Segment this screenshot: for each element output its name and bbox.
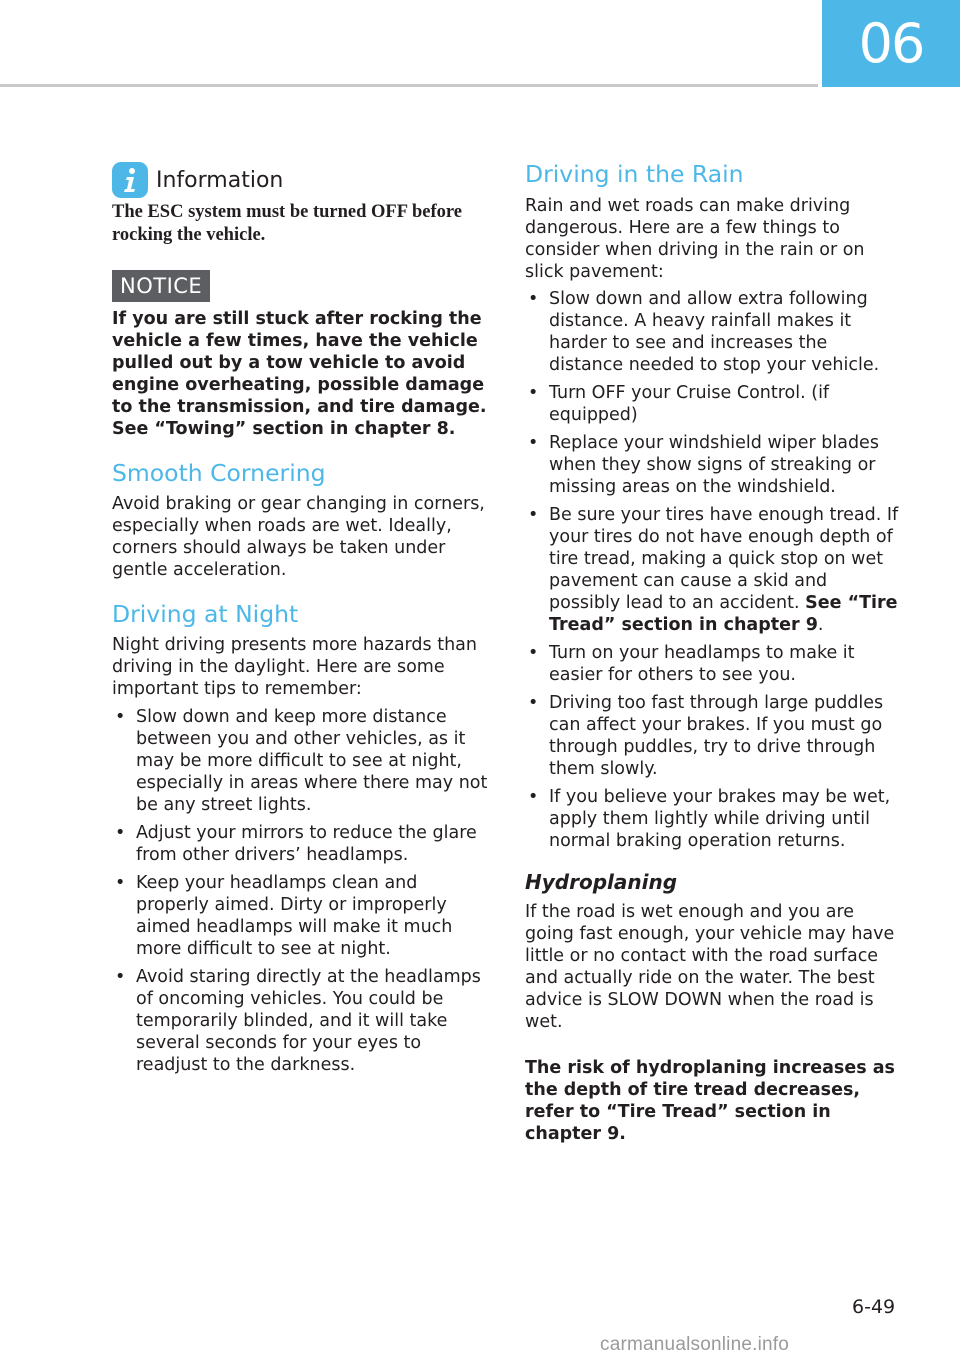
list-item: • Slow down and keep more distance between you and other vehicles, as it may be more difficult to see at night, especially in areas where there may not be any street lights.	[115, 707, 488, 815]
notice-badge: NOTICE	[112, 270, 210, 302]
list-item-text: Turn OFF your Cruise Control. (if equipped)	[549, 383, 830, 425]
hydroplaning-heading: Hydroplaning	[525, 870, 678, 894]
list-item: • Adjust your mirrors to reduce the glare from other drivers’ headlamps.	[115, 823, 477, 865]
list-item: • Avoid staring directly at the headlamps of oncoming vehicles. You could be temporarily blinded, and it will take several seconds for your eyes to readjust to the darkness.	[115, 967, 481, 1075]
driving-at-night-intro: Night driving presents more hazards than driving in the daylight. Here are some important tips to remember:	[112, 635, 477, 699]
driving-in-rain-heading: Driving in the Rain	[525, 160, 744, 188]
smooth-cornering-heading: Smooth Cornering	[112, 459, 326, 487]
list-item-text: Replace your windshield wiper blades when they show signs of streaking or missing areas on the windshield.	[549, 433, 879, 497]
information-header	[112, 162, 283, 198]
list-item: • Be sure your tires have enough tread. If your tires do not have enough depth of tire tread, making a quick stop on wet pavement can cause a skid and possibly lead to an accident. See “Tire Tread” section in chapter 9.	[528, 505, 899, 635]
driving-in-rain-intro: Rain and wet roads can make driving dangerous. Here are a few things to consider when driving in the rain or on slick pavement:	[525, 196, 865, 282]
list-item-text: Driving too fast through large puddles can affect your brakes. If you must go through puddles, try to drive through them slowly.	[549, 693, 884, 779]
list-item: • Replace your windshield wiper blades when they show signs of streaking or missing areas on the windshield.	[528, 433, 879, 497]
info-icon	[112, 162, 148, 198]
list-item-text: Be sure your tires have enough tread. If your tires do not have enough depth of tire tread, making a quick stop on wet pavement can cause a skid and possibly lead to an accident.	[549, 505, 899, 613]
list-item-text: Adjust your mirrors to reduce the glare from other drivers’ headlamps.	[136, 823, 477, 865]
chapter-number: 06	[858, 12, 924, 75]
page-number: 6-49	[852, 1296, 896, 1318]
list-item-text: Avoid staring directly at the headlamps of oncoming vehicles. You could be temporarily blinded, and it will take several seconds for your eyes to readjust to the darkness.	[136, 967, 481, 1075]
list-item-text: Turn on your headlamps to make it easier for others to see you.	[549, 643, 855, 685]
list-item-text: Slow down and keep more distance between you and other vehicles, as it may be more difficult to see at night, especially in areas where there may not be any street lights.	[136, 707, 488, 815]
driving-at-night-heading: Driving at Night	[112, 600, 299, 628]
watermark: carmanualsonline.info	[600, 1334, 790, 1355]
list-item-text: Slow down and allow extra following distance. A heavy rainfall makes it harder to see and increases the distance needed to stop your vehicle.	[549, 289, 880, 375]
information-title: Information	[156, 167, 284, 193]
information-text: The ESC system must be turned OFF before rocking the vehicle.	[112, 202, 462, 245]
list-item: • Turn on your headlamps to make it easier for others to see you.	[528, 643, 855, 685]
list-item: • Turn OFF your Cruise Control. (if equipped)	[528, 383, 830, 425]
list-item: • Slow down and allow extra following distance. A heavy rainfall makes it harder to see and increases the distance needed to stop your vehicle.	[528, 289, 880, 375]
list-item: • If you believe your brakes may be wet, apply them lightly while driving until normal braking operation returns.	[528, 787, 891, 851]
list-item: • Driving too fast through large puddles can affect your brakes. If you must go through puddles, try to drive through them slowly.	[528, 693, 884, 779]
rain-tips-list	[525, 288, 903, 858]
notice-text: If you are still stuck after rocking the vehicle a few times, have the vehicle pulled out by a tow vehicle to avoid engine overheating, possible damage to the transmission, and tire damage. See “Towing” section in chapter 8.	[112, 309, 487, 439]
list-item-text: Keep your headlamps clean and properly aimed. Dirty or improperly aimed headlamps will make it much more difficult to see at night.	[136, 873, 453, 959]
hydroplaning-text: If the road is wet enough and you are going fast enough, your vehicle may have little or no contact with the road surface and actually ride on the water. The best advice is SLOW DOWN when the road is wet.	[525, 902, 895, 1032]
night-tips-list	[112, 706, 490, 1082]
list-item-punctuation: .	[817, 615, 824, 635]
tire-tread-reference: See “Tire Tread” section in chapter 9	[549, 593, 898, 635]
list-item-text: If you believe your brakes may be wet, apply them lightly while driving until normal braking operation returns.	[549, 787, 891, 851]
header-rule	[0, 84, 818, 87]
hydroplaning-warning: The risk of hydroplaning increases as the depth of tire tread decreases, refer to “Tire Tread” section in chapter 9.	[525, 1058, 895, 1144]
list-item: • Keep your headlamps clean and properly aimed. Dirty or improperly aimed headlamps will make it much more difficult to see at night.	[115, 873, 453, 959]
chapter-tab	[822, 0, 960, 87]
smooth-cornering-text: Avoid braking or gear changing in corners, especially when roads are wet. Ideally, corners should always be taken under gentle acceleration.	[112, 494, 485, 580]
